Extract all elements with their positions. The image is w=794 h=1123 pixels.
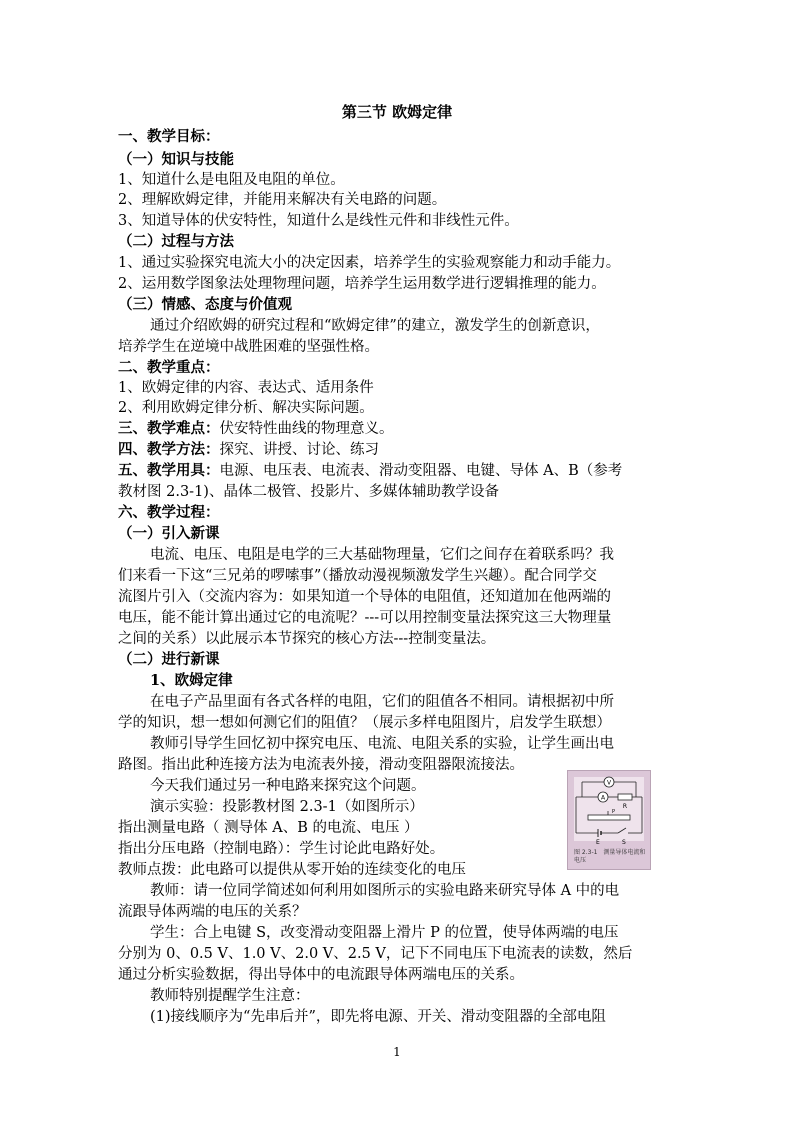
circuit-figure [567,770,651,870]
text-line: 1、欧姆定律的内容、表达式、适用条件 [118,380,374,396]
text-line [118,461,622,481]
text-line: 学的知识，想一想如何测它们的阻值？（展示多样电阻图片，启发学生联想） [118,715,611,731]
subsection-heading: （一）引入新课 [118,525,220,542]
text-line [118,440,379,460]
text-line: 教师特别提醒学生注意： [150,988,310,1004]
text-line: 教师：请一位同学简述如何利用如图所示的实验电路来研究导体 A 中的电 [150,883,620,899]
section-heading: 六、教学过程： [118,504,220,521]
text-line: 学生：合上电键 S，改变滑动变阻器上滑片 P 的位置，使导体两端的电压 [150,925,619,941]
text-line: 教材图 2.3-1)、晶体二极管、投影片、多媒体辅助教学设备 [118,484,499,500]
fig-label: R [622,803,628,810]
text-line: 培养学生在逆境中战胜困难的坚强性格。 [118,339,379,355]
text-line: 演示实验：投影教材图 2.3-1（如图所示） [150,799,424,815]
text-line: 流跟导体两端的电压的关系？ [118,904,307,920]
fig-label: S [622,839,626,846]
text-line [118,419,394,439]
text-line: 指出测量电路（ 测导体 A、B 的电流、电压 ） [118,820,419,836]
section-heading: 五、教学用具： [118,462,220,479]
text-line: 路图。指出此种连接方法为电流表外接，滑动变阻器限流接法。 [118,757,524,773]
text-line: 流图片引入（交流内容为：如果知道一个导体的电阻值，还知道加在他两端的 [118,589,611,605]
figure-caption: 图 2.3-1 测量导体电流和电压 [574,849,646,864]
fig-label: E [596,839,600,846]
text-line: 1、知道什么是电阻及电阻的单位。 [118,172,345,188]
text-line: 之间的关系）以此展示本节探究的核心方法---控制变量法。 [118,631,496,647]
text-line: 通过分析实验数据，得出导体中的电流跟导体两端电压的关系。 [118,967,524,983]
subsection-heading: （二）进行新课 [118,651,220,668]
text-line: 分别为 0、0.5 V、1.0 V、2.0 V、2.5 V，记下不同电压下电流表的读数，然后 [118,946,633,962]
fig-label: V [606,779,612,787]
text-line: 通过介绍欧姆的研究过程和“欧姆定律”的建立，激发学生的创新意识， [150,318,600,334]
text-line: 在电子产品里面有各式各样的电阻，它们的阻值各不相同。请根据初中所 [150,694,614,710]
text-line: 们来看一下这“三兄弟的啰嗦事”（播放动漫视频激发学生兴趣）。配合同学交 [118,568,597,584]
subsection-heading: （二）过程与方法 [118,233,234,250]
text-line: 3、知道导体的伏安特性，知道什么是线性元件和非线性元件。 [118,213,519,229]
text-line: 电压，能不能计算出通过它的电流呢？---可以用控制变量法探究这三大物理量 [118,610,612,626]
text-line: 2、利用欧姆定律分析、解决实际问题。 [118,400,374,416]
text-line: (1)接线顺序为“先串后并”，即先将电源、开关、滑动变阻器的全部电阻 [150,1009,606,1025]
subsection-heading: （三）情感、态度与价值观 [118,296,292,313]
section-heading: 一、教学目标： [118,128,220,145]
text-line: 1、通过实验探究电流大小的决定因素，培养学生的实验观察能力和动手能力。 [118,255,621,271]
text-line: 今天我们通过另一种电路来探究这个问题。 [150,778,426,794]
fig-label: P [612,809,616,815]
section-heading: 二、教学重点： [118,359,220,376]
text-span: 伏安特性曲线的物理意义。 [219,421,394,437]
page-title: 第三节 欧姆定律 [341,103,453,121]
page-number: 1 [393,1045,401,1059]
text-line: 2、运用数学图象法处理物理问题，培养学生运用数学进行逻辑推理的能力。 [118,276,606,292]
fig-label: A [600,794,606,802]
text-line: 指出分压电路（控制电路）：学生讨论此电路好处。 [118,841,445,857]
subsection-heading: （一）知识与技能 [118,151,234,168]
subsection-heading: 1、欧姆定律 [150,672,233,689]
text-span: 电源、电压表、电流表、滑动变阻器、电键、导体 A、B（参考 [219,463,623,479]
section-heading: 三、教学难点： [118,420,220,437]
text-span: 探究、讲授、讨论、练习 [219,442,379,458]
text-line: 教师引导学生回忆初中探究电压、电流、电阻关系的实验，让学生画出电 [150,736,614,752]
text-line: 2、理解欧姆定律，并能用来解决有关电路的问题。 [118,192,447,208]
text-line: 电流、电压、电阻是电学的三大基础物理量，它们之间存在着联系吗？我 [150,547,614,563]
text-line: 教师点拨：此电路可以提供从零开始的连续变化的电压 [118,862,466,878]
section-heading: 四、教学方法： [118,441,220,458]
